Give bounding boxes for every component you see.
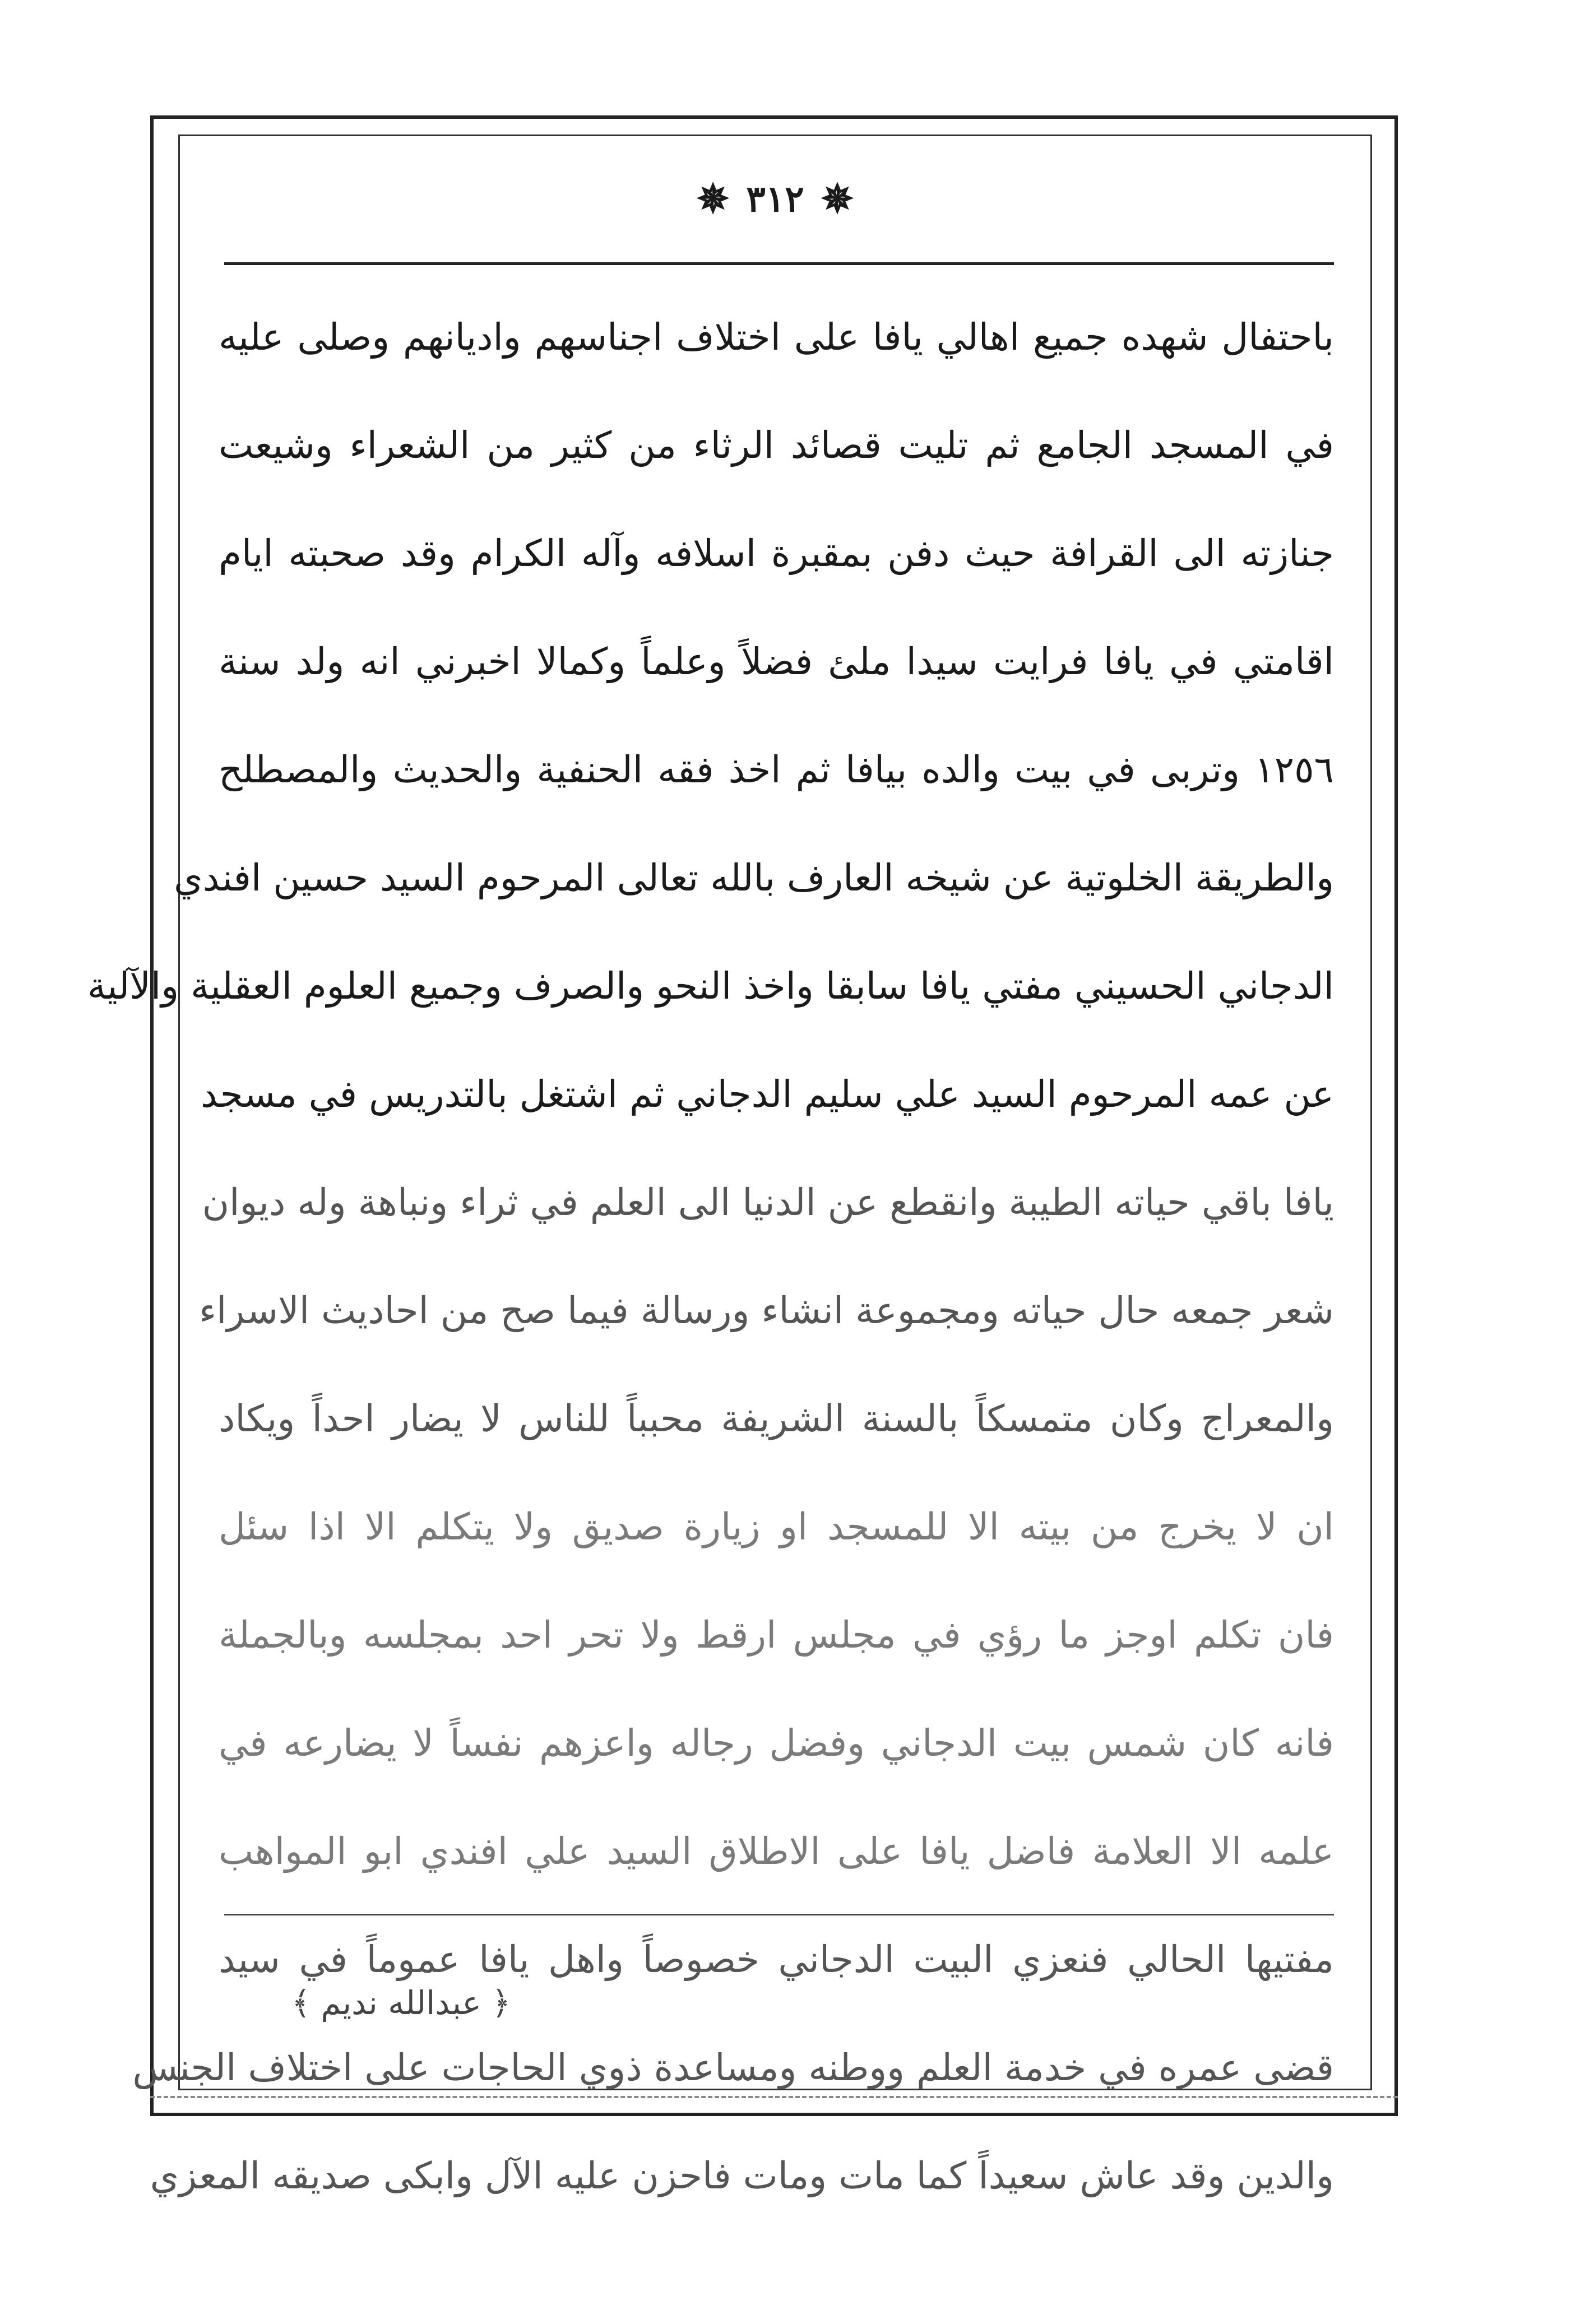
signature: ﴿ عبدالله نديم ﴾ <box>291 1984 511 2022</box>
body-text <box>87 283 1334 2230</box>
ornament-left-icon: ✵ <box>696 175 730 222</box>
text-line: ١٢٥٦ وتربى في بيت والده بيافا ثم اخذ فقه الحنفية والحديث والمصطلح <box>219 748 1334 791</box>
page-number: ٣١٢ <box>746 178 804 220</box>
text-line: يافا باقي حياته الطيبة وانقطع عن الدنيا الى العلم في ثراء ونباهة وله ديوان <box>202 1181 1334 1224</box>
text-line: الدجاني الحسيني مفتي يافا سابقا واخذ النحو والصرف وجميع العلوم العقلية والآلية <box>87 964 1334 1008</box>
header-divider <box>224 262 1334 265</box>
text-line: فان تكلم اوجز ما رؤي في مجلس ارقط ولا تحر احد بمجلسه وبالجملة <box>219 1613 1334 1657</box>
footer-divider <box>224 1914 1334 1915</box>
text-line: عن عمه المرحوم السيد علي سليم الدجاني ثم اشتغل بالتدريس في مسجد <box>201 1073 1334 1116</box>
text-line: مفتيها الحالي فنعزي البيت الدجاني خصوصاً واهل يافا عموماً في سيد <box>219 1938 1334 1981</box>
bottom-border <box>150 2096 1398 2098</box>
ornament-right-icon: ✵ <box>821 175 854 222</box>
text-line: باحتفال شهده جميع اهالي يافا على اختلاف اجناسهم واديانهم وصلى عليه <box>219 316 1334 359</box>
page-header <box>178 168 1372 230</box>
text-line: والدين وقد عاش سعيداً كما مات ومات فاحزن عليه الآل وابكى صديقه المعزي <box>150 2154 1334 2197</box>
text-line: في المسجد الجامع ثم تليت قصائد الرثاء من كثير من الشعراء وشيعت <box>219 424 1334 467</box>
text-line: جنازته الى القرافة حيث دفن بمقبرة اسلافه وآله الكرام وقد صحبته ايام <box>219 532 1334 575</box>
text-line: والطريقة الخلوتية عن شيخه العارف بالله تعالى المرحوم السيد حسين افندي <box>174 856 1334 899</box>
text-line: علمه الا العلامة فاضل يافا على الاطلاق السيد علي افندي ابو المواهب <box>219 1830 1334 1873</box>
text-line: فانه كان شمس بيت الدجاني وفضل رجاله واعزهم نفساً لا يضارعه في <box>219 1722 1334 1765</box>
text-line: والمعراج وكان متمسكاً بالسنة الشريفة محبباً للناس لا يضار احداً ويكاد <box>219 1397 1334 1440</box>
text-line: ان لا يخرج من بيته الا للمسجد او زيارة صديق ولا يتكلم الا اذا سئل <box>219 1505 1334 1548</box>
text-line: قضى عمره في خدمة العلم ووطنه ومساعدة ذوي الحاجات على اختلاف الجنس <box>132 2046 1334 2089</box>
text-line: شعر جمعه حال حياته ومجموعة انشاء ورسالة فيما صح من احاديث الاسراء <box>198 1289 1334 1332</box>
text-line: اقامتي في يافا فرايت سيدا ملئ فضلاً وعلماً وكمالا اخبرني انه ولد سنة <box>219 640 1334 683</box>
